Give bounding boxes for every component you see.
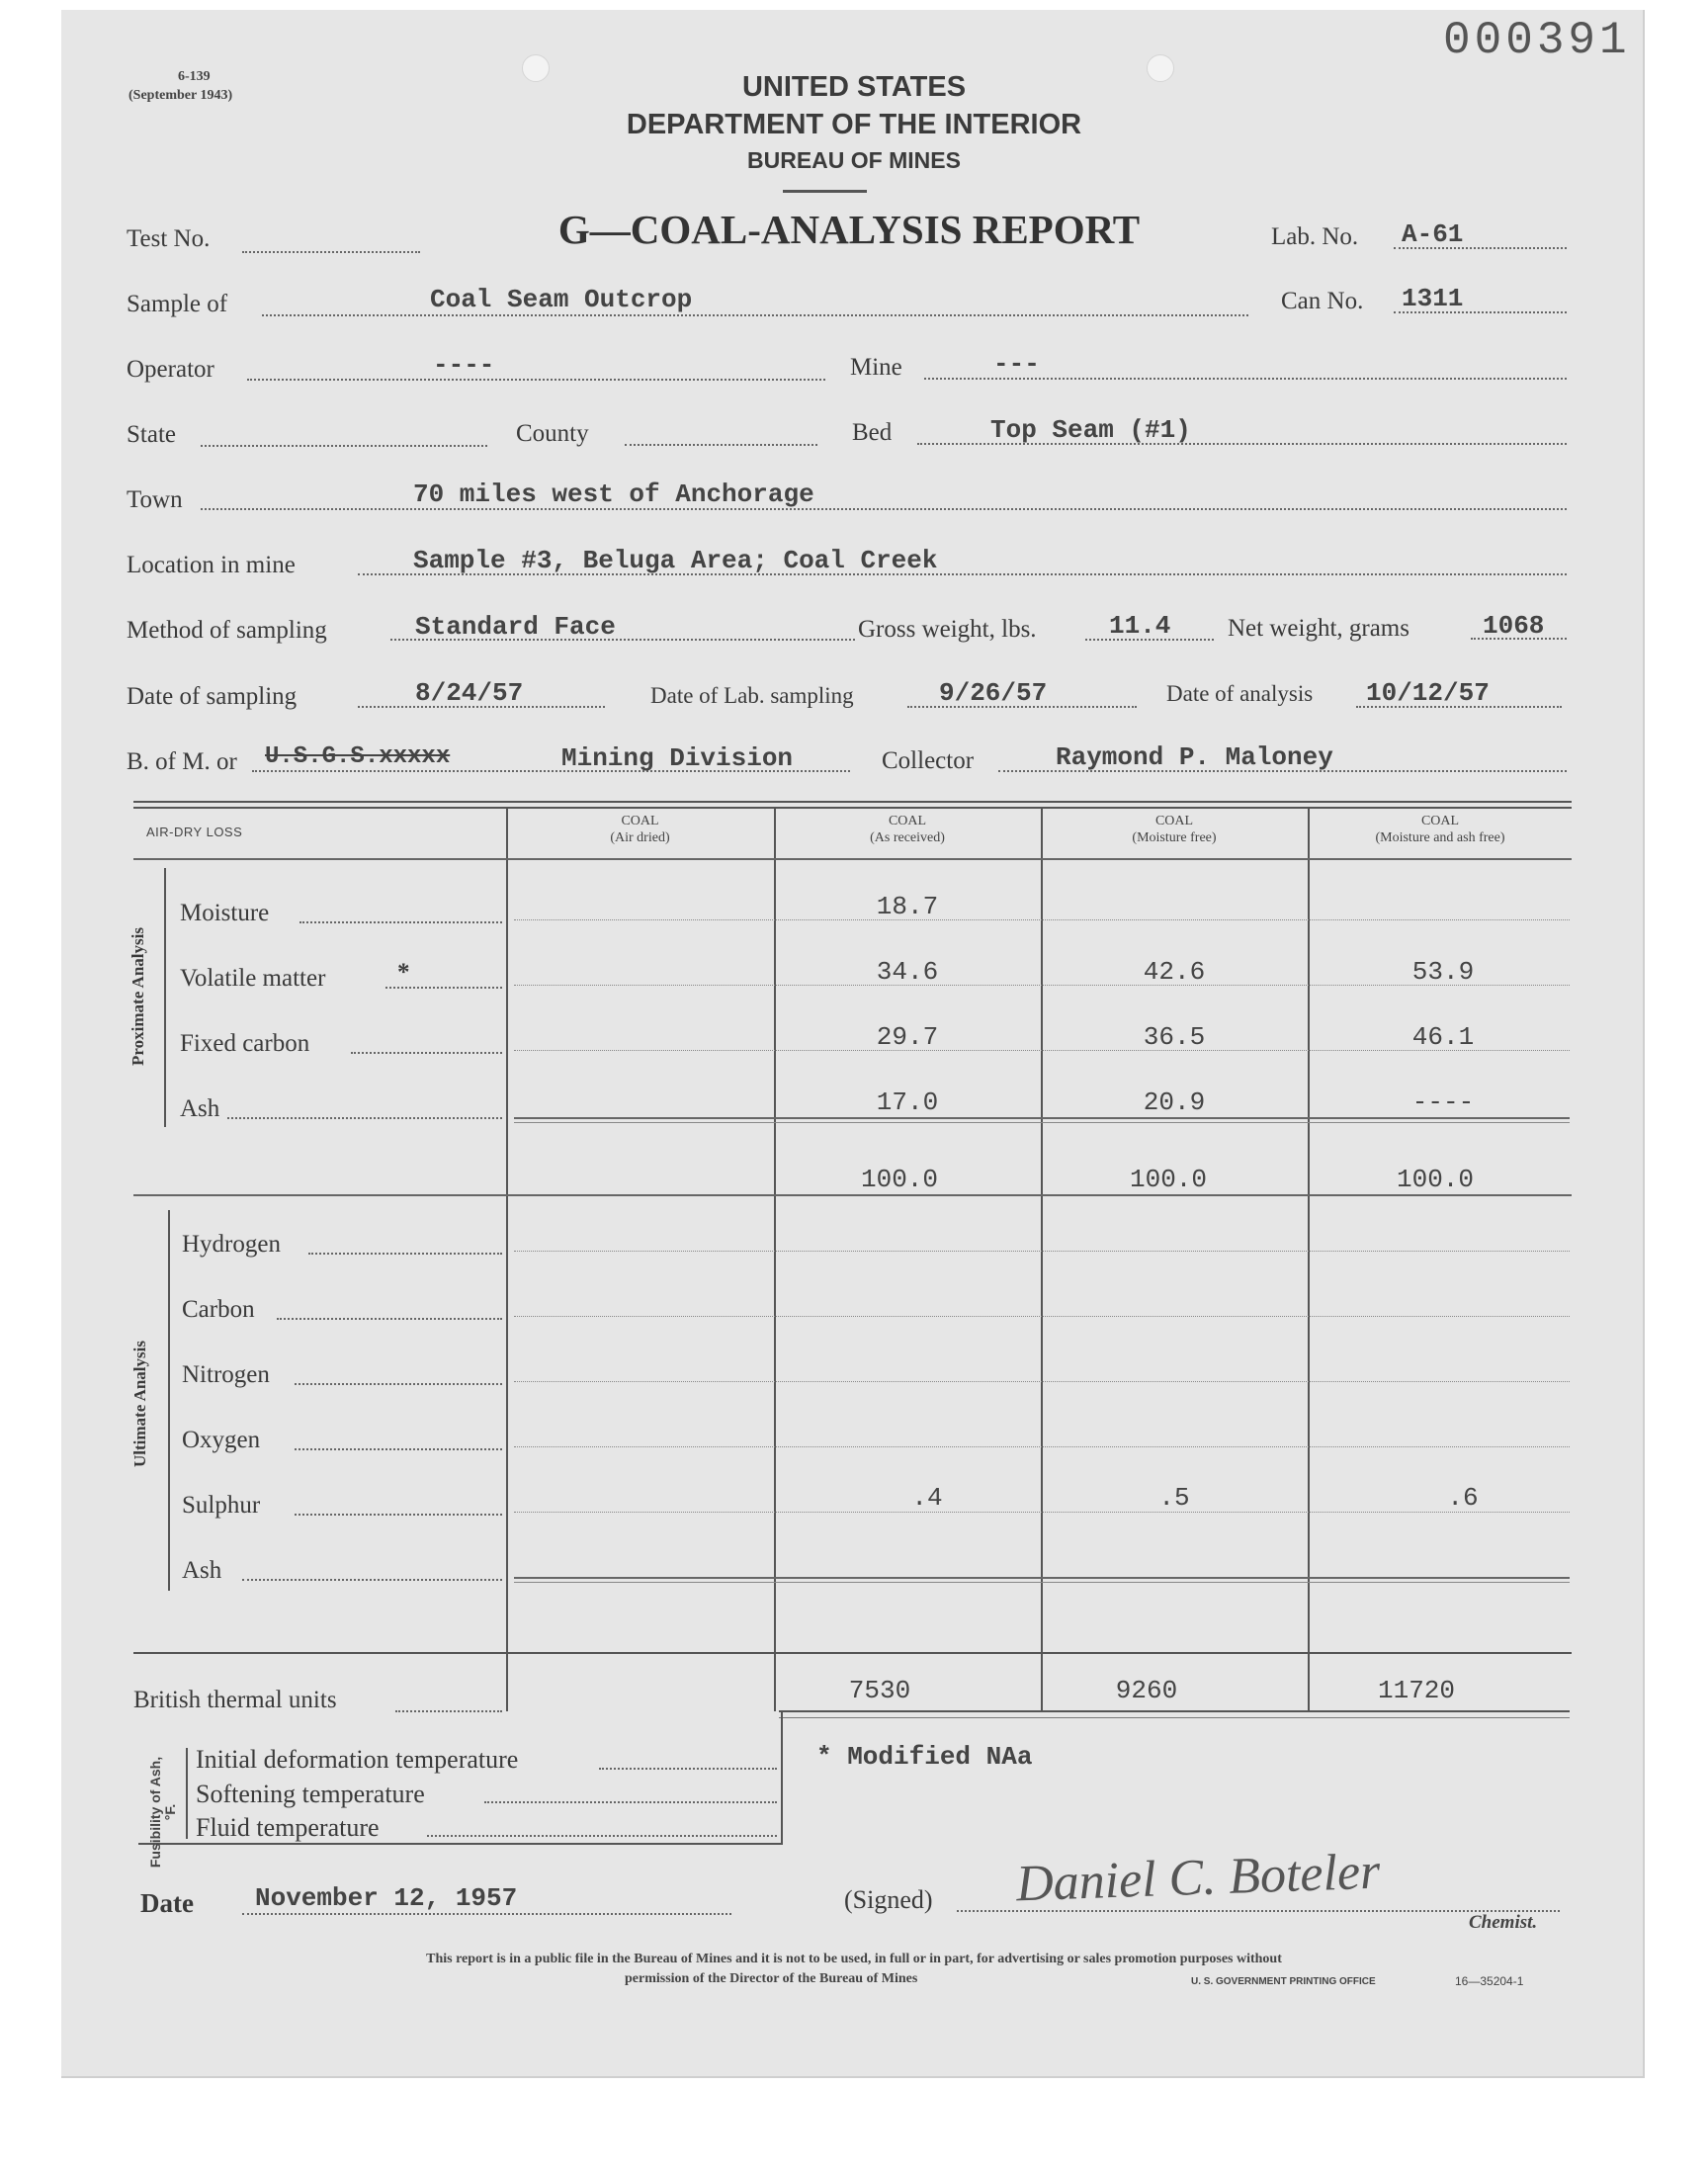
ash-maf: ---- <box>1411 1088 1475 1117</box>
date-lab-label: Date of Lab. sampling <box>650 683 854 708</box>
date-line <box>242 1913 731 1915</box>
col-sub: (Moisture free) <box>1132 830 1217 845</box>
lab-no-label: Lab. No. <box>1271 223 1359 250</box>
fixed-carbon-as-received: 29.7 <box>876 1022 939 1052</box>
date-label: Date <box>140 1888 194 1918</box>
sulphur-moisture-free: .5 <box>1158 1483 1190 1513</box>
gpo-code: 16—35204-1 <box>1455 1974 1524 1988</box>
total-as-received: 100.0 <box>860 1165 938 1194</box>
ultimate-analysis-label: Ultimate Analysis <box>130 1341 149 1467</box>
table-top-rule <box>133 801 1572 803</box>
volatile-matter-asterisk: * <box>397 959 410 986</box>
oxygen-label: Oxygen <box>182 1427 261 1453</box>
ash-moisture-free: 20.9 <box>1143 1088 1206 1117</box>
carbon-label: Carbon <box>182 1296 255 1323</box>
col-maf-header <box>1308 813 1573 846</box>
sulphur-as-received: .4 <box>911 1483 943 1513</box>
btu-moisture-free: 9260 <box>1115 1676 1178 1705</box>
row-line <box>514 1050 1570 1051</box>
volatile-moisture-free: 42.6 <box>1143 957 1206 987</box>
mine-label: Mine <box>850 354 902 381</box>
btu-label: British thermal units <box>133 1687 337 1713</box>
row-line <box>514 1316 1570 1317</box>
moisture-as-received: 18.7 <box>876 892 939 921</box>
bofm-struck-text: U.S.G.S.xxxxx <box>265 743 451 770</box>
row-leader <box>242 1579 502 1581</box>
proximate-bracket <box>164 868 166 1127</box>
row-line <box>514 1381 1570 1382</box>
ash-as-received: 17.0 <box>876 1088 939 1117</box>
gpo-label: U. S. GOVERNMENT PRINTING OFFICE <box>1191 1976 1376 1987</box>
ultimate-bracket <box>168 1210 170 1591</box>
row-leader <box>599 1768 777 1770</box>
report-title: G—COAL-ANALYSIS REPORT <box>557 207 1141 252</box>
col-coal-word: COAL <box>621 814 659 828</box>
footnote: * Modified NAa <box>816 1742 1033 1772</box>
ultimate-ash-label: Ash <box>182 1557 222 1584</box>
col-sub: (Air dried) <box>610 830 670 845</box>
initial-deformation-label: Initial deformation temperature <box>196 1745 519 1774</box>
row-line <box>514 1122 1570 1123</box>
chemist-signature: Daniel C. Boteler <box>1015 1843 1382 1913</box>
fixed-carbon-label: Fixed carbon <box>180 1030 310 1057</box>
row-line <box>514 1117 1570 1119</box>
date-analysis-label: Date of analysis <box>1166 681 1314 706</box>
test-no-line <box>242 251 420 253</box>
nitrogen-label: Nitrogen <box>182 1361 270 1388</box>
volatile-as-received: 34.6 <box>876 957 939 987</box>
fusibility-side-label: Fusibility of Ash, °F. <box>147 1756 178 1869</box>
column-divider <box>1308 807 1310 1711</box>
row-line <box>514 919 1570 920</box>
column-divider <box>774 807 776 1711</box>
town-label: Town <box>127 486 183 513</box>
bofm-value: Mining Division <box>561 743 794 773</box>
table-top-rule-2 <box>133 807 1572 809</box>
sulphur-label: Sulphur <box>182 1492 261 1519</box>
agency-line-2: DEPARTMENT OF THE INTERIOR <box>626 109 1082 140</box>
date-sampling-value: 8/24/57 <box>415 678 524 708</box>
row-line <box>514 985 1570 986</box>
total-moisture-free: 100.0 <box>1129 1165 1207 1194</box>
moisture-label: Moisture <box>180 900 270 926</box>
column-divider <box>506 807 508 1711</box>
operator-line <box>247 379 825 381</box>
method-label: Method of sampling <box>127 617 327 644</box>
ash-label: Ash <box>180 1095 220 1122</box>
row-leader <box>395 1710 502 1712</box>
air-dry-loss-header: AIR-DRY LOSS <box>146 825 243 839</box>
totals-rule <box>133 1194 1572 1196</box>
can-no-label: Can No. <box>1281 288 1364 314</box>
fusibility-box-bottom <box>138 1843 783 1845</box>
agency-line-1: UNITED STATES <box>741 71 967 103</box>
location-value: Sample #3, Beluga Area; Coal Creek <box>413 546 938 575</box>
col-moisture-free-header <box>1041 813 1308 846</box>
date-lab-value: 9/26/57 <box>939 678 1048 708</box>
state-line <box>201 445 487 447</box>
bed-value: Top Seam (#1) <box>990 415 1191 445</box>
date-analysis-value: 10/12/57 <box>1366 678 1490 708</box>
lab-no-value: A-61 <box>1402 219 1464 249</box>
town-value: 70 miles west of Anchorage <box>413 479 814 509</box>
total-maf: 100.0 <box>1396 1165 1474 1194</box>
net-weight-value: 1068 <box>1483 611 1545 641</box>
method-value: Standard Face <box>415 612 616 642</box>
disclaimer-line-1: This report is in a public file in the Bureau of Mines and it is not to be used, in full or in part, for advertising or sales promotion purposes without <box>426 1952 1282 1966</box>
btu-bottom-rule-2 <box>779 1717 1570 1718</box>
date-sampling-label: Date of sampling <box>127 683 298 710</box>
county-line <box>625 444 817 446</box>
agency-line-3: BUREAU OF MINES <box>747 147 961 173</box>
btu-maf: 11720 <box>1377 1676 1455 1705</box>
sample-of-line <box>262 314 1248 316</box>
sulphur-maf: .6 <box>1447 1483 1479 1513</box>
hydrogen-label: Hydrogen <box>182 1231 281 1258</box>
row-leader <box>484 1801 777 1803</box>
collector-value: Raymond P. Maloney <box>1056 742 1333 772</box>
col-air-dried-header <box>506 813 774 846</box>
volatile-maf: 53.9 <box>1411 957 1475 987</box>
row-leader <box>308 1253 502 1255</box>
btu-top-rule <box>133 1652 1572 1654</box>
location-label: Location in mine <box>127 552 296 578</box>
town-line <box>201 508 1567 510</box>
bed-label: Bed <box>852 419 893 446</box>
fixed-carbon-moisture-free: 36.5 <box>1143 1022 1206 1052</box>
column-divider <box>1041 807 1043 1711</box>
gross-weight-label: Gross weight, lbs. <box>858 616 1037 643</box>
mine-value: --- <box>993 349 1040 379</box>
test-no-label: Test No. <box>127 225 211 252</box>
proximate-analysis-label: Proximate Analysis <box>128 927 147 1066</box>
fluid-label: Fluid temperature <box>196 1813 380 1842</box>
fixed-carbon-maf: 46.1 <box>1411 1022 1475 1052</box>
fusibility-box-edge <box>781 1712 783 1843</box>
row-line <box>514 1251 1570 1252</box>
row-line <box>514 1582 1570 1583</box>
col-coal-word: COAL <box>1420 814 1460 828</box>
col-sub: (As received) <box>870 830 945 845</box>
operator-value: ---- <box>433 350 495 380</box>
sample-of-value: Coal Seam Outcrop <box>430 285 693 314</box>
bofm-label: B. of M. or <box>127 748 237 775</box>
collector-label: Collector <box>882 747 975 774</box>
softening-label: Softening temperature <box>196 1780 425 1808</box>
date-value: November 12, 1957 <box>255 1883 518 1913</box>
col-coal-word: COAL <box>888 814 927 828</box>
operator-label: Operator <box>127 356 214 383</box>
row-leader <box>427 1835 777 1837</box>
row-line <box>514 1512 1570 1513</box>
net-weight-label: Net weight, grams <box>1228 615 1409 642</box>
col-as-received-header <box>774 813 1041 846</box>
sample-of-label: Sample of <box>127 291 228 317</box>
row-leader <box>351 1052 502 1054</box>
row-leader <box>299 921 502 923</box>
can-no-value: 1311 <box>1402 284 1464 313</box>
col-coal-word: COAL <box>1154 814 1194 828</box>
row-leader <box>295 1448 502 1450</box>
row-leader <box>227 1117 502 1119</box>
row-line <box>514 1446 1570 1447</box>
row-leader <box>385 987 502 989</box>
document-number: 000391 <box>1443 15 1631 66</box>
form-number: 6-139 <box>178 69 211 84</box>
gross-weight-value: 11.4 <box>1109 611 1171 641</box>
fusibility-bracket <box>186 1748 188 1839</box>
state-label: State <box>127 421 176 448</box>
county-label: County <box>516 420 589 447</box>
volatile-matter-label: Volatile matter <box>180 965 326 992</box>
header-rule <box>133 858 1572 860</box>
row-leader <box>277 1318 502 1320</box>
chemist-label: Chemist. <box>1469 1912 1538 1933</box>
signed-label: (Signed) <box>844 1885 933 1914</box>
btu-as-received: 7530 <box>848 1676 911 1705</box>
row-leader <box>295 1514 502 1516</box>
header-rule <box>783 190 867 193</box>
row-leader <box>295 1383 502 1385</box>
form-edition: (September 1943) <box>128 88 233 103</box>
row-line <box>514 1577 1570 1579</box>
btu-bottom-rule <box>779 1710 1570 1712</box>
disclaimer-line-2: permission of the Director of the Bureau of Mines <box>625 1971 918 1986</box>
col-sub: (Moisture and ash free) <box>1375 830 1505 845</box>
